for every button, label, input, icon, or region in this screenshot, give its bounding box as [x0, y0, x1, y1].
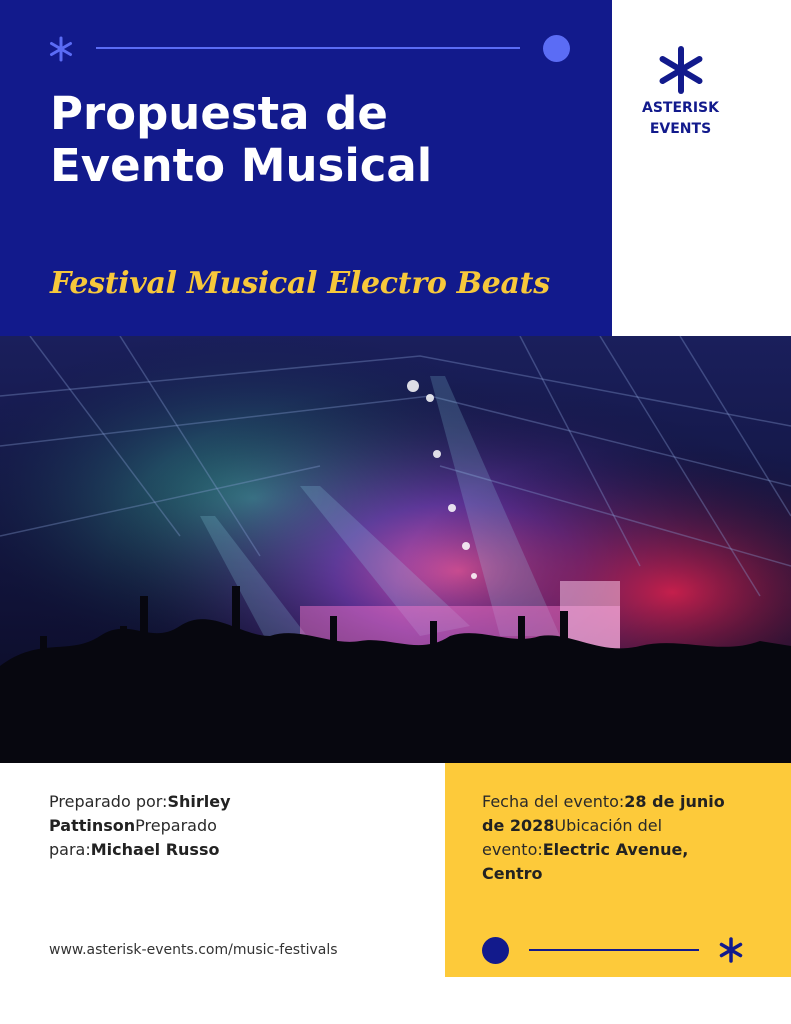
- event-subtitle: Festival Musical Electro Beats: [50, 266, 550, 301]
- footer-dot: [482, 937, 509, 964]
- header-dot: [543, 35, 570, 62]
- header-divider-line: [96, 47, 520, 49]
- event-date-value: 28 de junio de 2028: [482, 792, 725, 835]
- title-line-2: Evento Musical: [50, 139, 433, 192]
- title-line-1: Propuesta de: [50, 87, 388, 140]
- asterisk-icon: [48, 36, 74, 62]
- event-location-label: Ubicación del evento:: [482, 816, 663, 859]
- footer-asterisk-icon: [718, 937, 744, 963]
- footer-divider-line: [529, 949, 699, 951]
- logo-text: [612, 98, 749, 140]
- page-title: [50, 88, 590, 192]
- logo-asterisk-icon: [658, 46, 704, 94]
- prepared-by-name: Shirley Pattinson: [49, 792, 231, 835]
- website-link[interactable]: www.asterisk-events.com/music-festivals: [49, 942, 338, 958]
- logo-line-2: EVENTS: [649, 121, 712, 137]
- event-date-label: Fecha del evento:: [482, 792, 625, 811]
- prepared-for-name: Michael Russo: [90, 840, 220, 859]
- logo-panel: [612, 0, 791, 336]
- event-info: [482, 790, 750, 886]
- prepared-by-label: Preparado por:: [49, 792, 168, 811]
- event-location-value: Electric Avenue, Centro: [482, 840, 689, 883]
- prepared-info: [49, 790, 279, 862]
- concert-photo: [0, 336, 791, 763]
- prepared-for-label: Preparado para:: [49, 816, 217, 859]
- logo-line-1: ASTERISK: [642, 100, 719, 116]
- header-panel: [0, 0, 612, 336]
- concert-crowd-image: [0, 336, 791, 763]
